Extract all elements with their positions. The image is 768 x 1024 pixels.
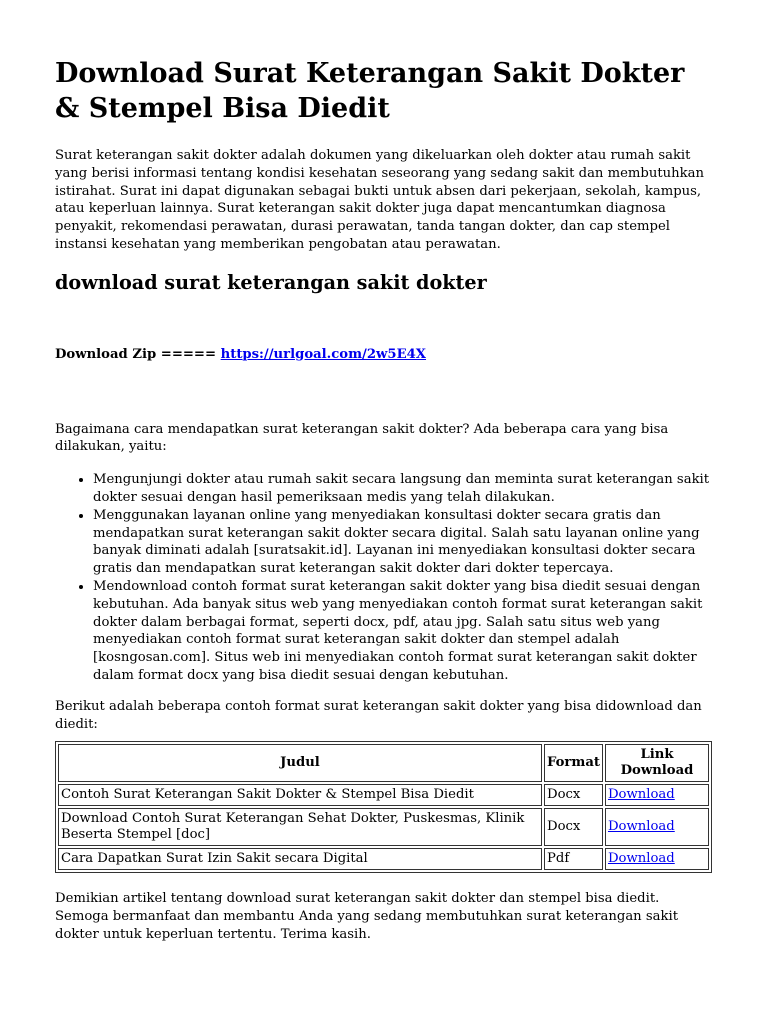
cell-link: [605, 848, 709, 870]
closing-paragraph: Demikian artikel tentang download surat keterangan sakit dokter dan stempel bisa diedit. Semoga bermanfaat dan membantu Anda yang sedang membutuhkan surat keterangan sakit dokter untuk keperluan tertentu. Terima kasih.: [55, 891, 679, 942]
list-item: • Menggunakan layanan online yang menyediakan konsultasi dokter secara gratis dan mendapatkan surat keterangan sakit dokter secara digital. Salah satu layanan online yang banyak diminati adalah [suratsakit.id]. Layanan ini menyediakan konsultasi dokter secara gratis dan mendapatkan surat keterangan sakit dokter dari dokter tepercaya.: [93, 507, 713, 578]
download-row-link[interactable]: Download: [607, 787, 675, 803]
cell-title: Cara Dapatkan Surat Izin Sakit secara Digital: [58, 848, 542, 870]
header-format: Format: [544, 744, 603, 782]
cell-format: Docx: [544, 808, 603, 846]
list-item: • Mengunjungi dokter atau rumah sakit secara langsung dan meminta surat keterangan sakit dokter sesuai dengan hasil pemeriksaan medis yang telah dilakukan.: [93, 471, 713, 507]
methods-list: [55, 471, 713, 685]
table-row: [58, 808, 709, 846]
download-link[interactable]: https://urlgoal.com/2w5E4X: [220, 346, 427, 362]
table-row: [58, 848, 709, 870]
examples-paragraph: Berikut adalah beberapa contoh format surat keterangan sakit dokter yang bisa didownload dan diedit:: [55, 698, 702, 732]
download-row-link[interactable]: Download: [607, 851, 675, 867]
download-label: Download Zip =====: [55, 346, 217, 362]
cell-format: Docx: [544, 784, 603, 806]
intro-paragraph: Surat keterangan sakit dokter adalah dokumen yang dikeluarkan oleh dokter atau rumah sakit yang berisi informasi tentang kondisi kesehatan seseorang yang sedang sakit dan membutuhkan istirahat. Surat ini dapat digunakan sebagai bukti untuk absen dari pekerjaan, sekolah, kampus, atau keperluan lainnya. Surat keterangan sakit dokter juga dapat mencantumkan diagnosa penyakit, rekomendasi perawatan, durasi perawatan, tanda tangan dokter, dan cap stempel instansi kesehatan yang memberikan pengobatan atau perawatan.: [55, 148, 705, 252]
table-header-row: [58, 744, 709, 782]
page-title: Download Surat Keterangan Sakit Dokter & Stempel Bisa Diedit: [55, 58, 685, 124]
cell-link: [605, 808, 709, 846]
cell-link: [605, 784, 709, 806]
download-line: [55, 346, 713, 364]
header-judul: Judul: [58, 744, 542, 782]
cell-title: Contoh Surat Keterangan Sakit Dokter & Stempel Bisa Diedit: [58, 784, 542, 806]
cell-format: Pdf: [544, 848, 603, 870]
section-heading: download surat keterangan sakit dokter: [55, 270, 487, 294]
cell-title: Download Contoh Surat Keterangan Sehat Dokter, Puskesmas, Klinik Beserta Stempel [doc]: [58, 808, 542, 846]
downloads-table: [55, 741, 712, 873]
table-row: [58, 784, 709, 806]
howto-paragraph: Bagaimana cara mendapatkan surat keterangan sakit dokter? Ada beberapa cara yang bisa dilakukan, yaitu:: [55, 421, 669, 455]
list-item: • Mendownload contoh format surat keterangan sakit dokter yang bisa diedit sesuai dengan kebutuhan. Ada banyak situs web yang menyediakan contoh format surat keterangan sakit dokter dalam berbagai format, seperti docx, pdf, atau jpg. Salah satu situs web yang menyediakan contoh format surat keterangan sakit dokter dan stempel adalah [kosngosan.com]. Situs web ini menyediakan contoh format surat keterangan sakit dokter dalam format docx yang bisa diedit sesuai dengan kebutuhan.: [93, 578, 713, 685]
header-link-download: Link Download: [605, 744, 709, 782]
download-row-link[interactable]: Download: [607, 819, 675, 835]
